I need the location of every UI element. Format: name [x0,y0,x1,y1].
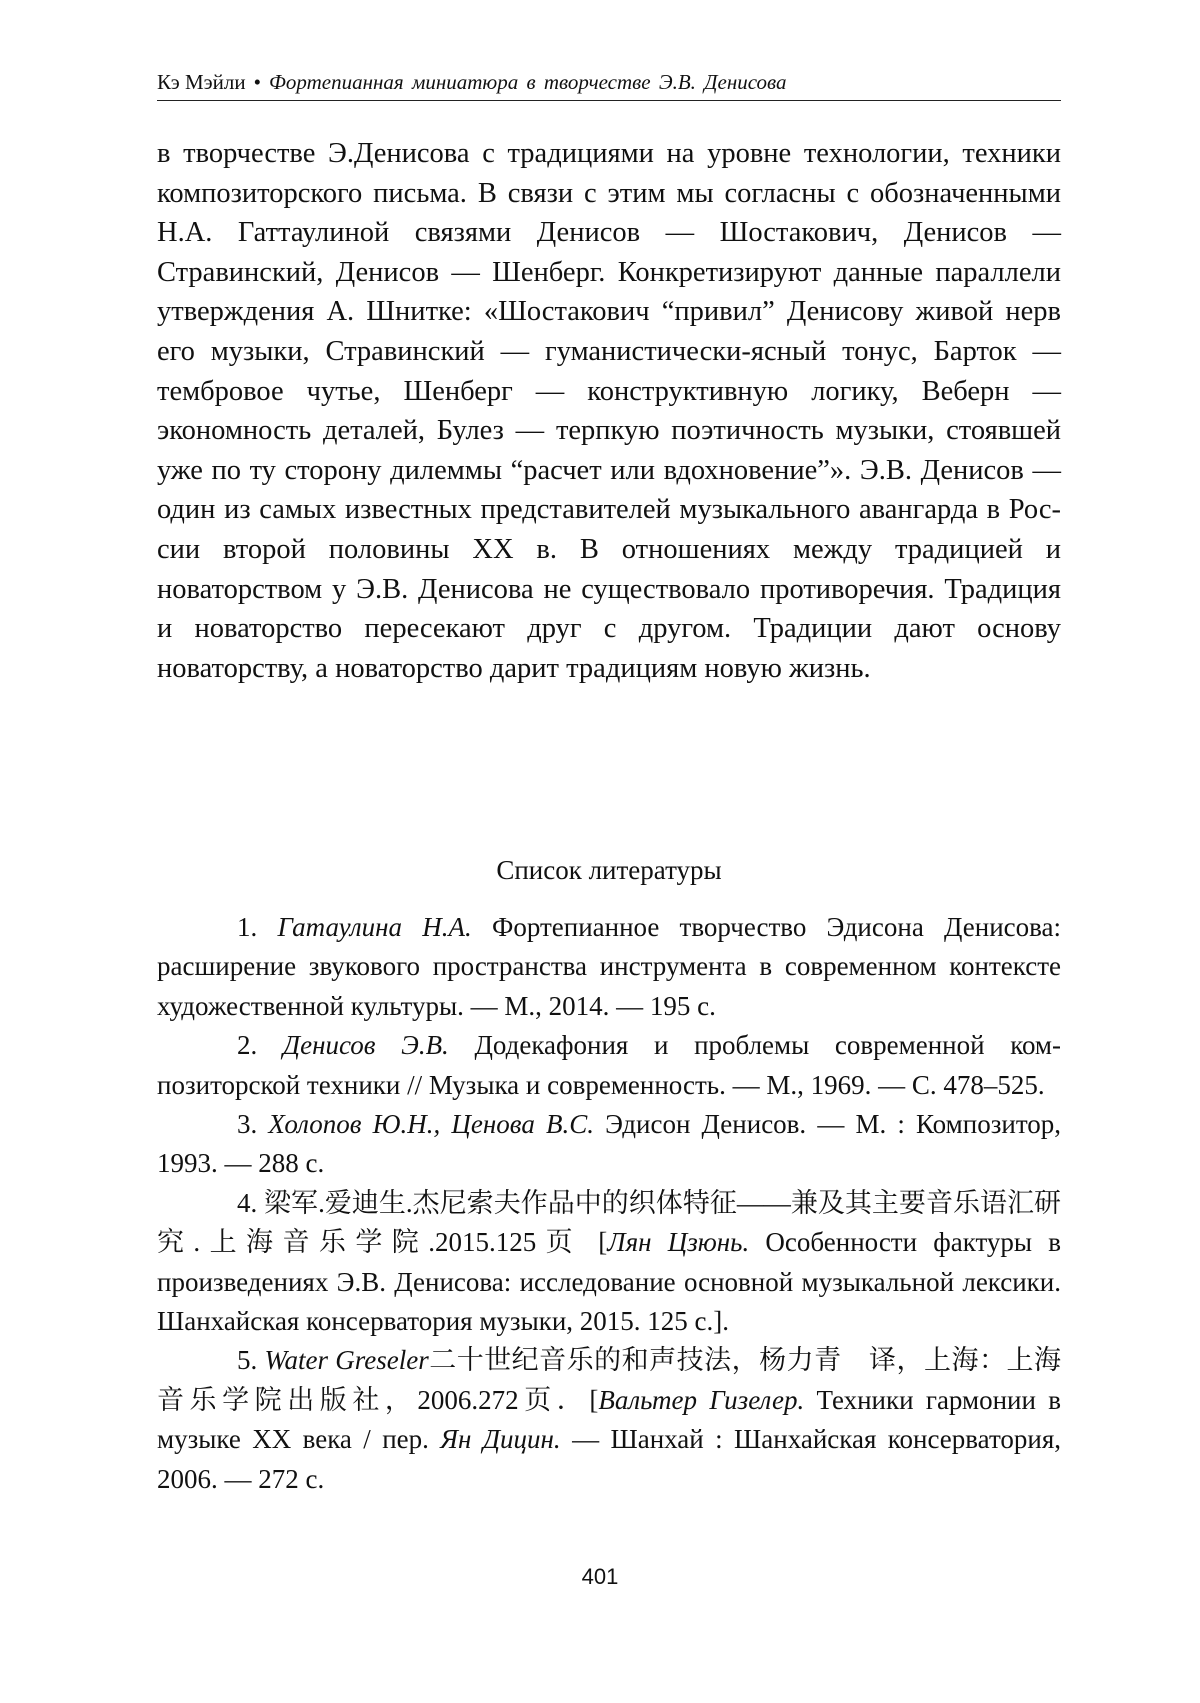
reference-number: 1. [237,912,257,942]
header-author: Кэ Мэйли [157,70,246,94]
reference-author: Вальтер Гизелер. [598,1385,804,1415]
reference-text: Особенно­сти фактуры в произведениях Э.В. Денисова: исследование основ­ной музыкальной лексики. Шанхайская консерватория музыки, 2015. 125 с.]. [157,1227,1061,1336]
reference-translator: Ян Дицин. [440,1424,560,1454]
reference-number: 2. [237,1030,257,1060]
reference-item [157,1341,1061,1499]
reference-open-bracket: [ [589,1385,598,1415]
running-head [157,68,1061,96]
page-number: 401 [0,1563,1200,1591]
reference-text: Фортепианное творчество Эдисона Дени­сова: расширение звукового пространства инструмента в современ­ном контексте художественной культуры. — М., 2014. — 195 с. [157,912,1061,1021]
reference-number: 4. [237,1188,257,1218]
reference-item [157,1184,1061,1342]
reference-item [157,908,1061,1026]
reference-author: Денисов Э.В. [283,1030,449,1060]
reference-author: Гатаулина Н.А. [277,912,471,942]
header-rule [157,100,1061,101]
reference-text: Эдисон Денисов. — М. : Ком­позитор, 1993. — 288 с. [157,1109,1061,1178]
reference-chinese-text: 二十世纪音乐的和声技法，杨力青 译，上海：上海音乐学院出版社，2006.272页． [157,1345,1061,1414]
reference-text-end: — Шанхай : Шан­хайская консерватория, 2006. — 272 с. [157,1424,1061,1493]
body-paragraph: в творчестве Э.Денисова с традициями на уровне технологии, тех­ники композиторского письма. В связи с этим мы согласны с обо­значенными Н.А. Гаттаулиной связями Денисов — Шостакович, Денисов — Стравинский, Денисов — Шенберг. Конкретизируют данные параллели утверждения А. Шнитке: «Шостакович “при­вил” Денисову живой нерв его музыки, Стравинский — гумани­стически-ясный тонус, Барток — тембровое чутье, Шенберг — конструктивную логику, Веберн — экономность деталей, Булез — терпкую поэтичность музыки, стоявшей уже по ту сторону ди­леммы “расчет или вдохновение”». Э.В. Денисов — один из са­мых известных представителей музыкального авангарда в Рос­сии второй половины XX в. В отношениях между традицией и новаторством у Э.В. Денисова не существовало противоречия. Традиция и новаторство пересекают друг с другом. Традиции дают основу новаторству, а новаторство дарит традициям новую жизнь. [157,134,1061,688]
reference-number: 3. [237,1109,257,1139]
reference-item [157,1026,1061,1105]
reference-number: 5. [237,1345,257,1375]
reference-author: Лян Цзюнь. [607,1227,749,1257]
reference-text: Тех­ники гармонии в музыке XX века / пер. [157,1385,1061,1454]
reference-open-bracket: [ [582,1227,607,1257]
references-title: Список литературы [157,852,1061,888]
reference-author: Холопов Ю.Н., Ценова В.С. [268,1109,594,1139]
reference-item [157,1105,1061,1184]
reference-chinese-text: 梁军.爱迪生.杰尼索夫作品中的织体特征——兼及其主要音乐语汇研究.上海音乐学院.2015.125页 [157,1188,1061,1257]
references-list [157,908,1061,1499]
header-separator: • [254,70,261,94]
header-title: Фортепианная миниатюра в творчестве Э.В. Денисова [269,70,787,94]
reference-author-latin: Water Greseler [265,1345,429,1375]
reference-text: Додекафония и проблемы современной ком­позиторской техники // Музыка и современность. — М., 1969. — С. 478–525. [157,1030,1061,1099]
